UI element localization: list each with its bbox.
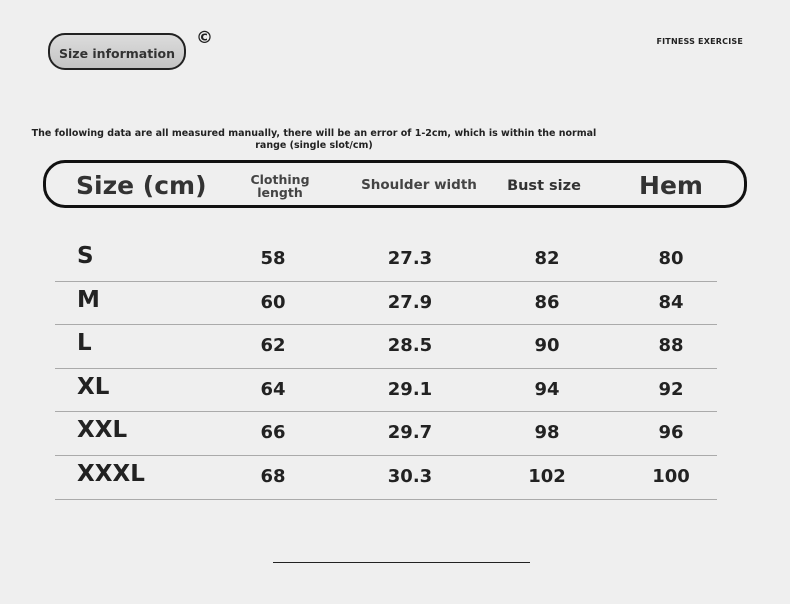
table-row xyxy=(55,282,717,326)
size-information-badge: Size information xyxy=(48,33,186,70)
table-row xyxy=(55,412,717,456)
size-table xyxy=(55,238,717,500)
hem-cell: 88 xyxy=(658,335,684,357)
column-header-bust-size: Bust size xyxy=(507,178,581,194)
size-cell: M xyxy=(77,286,100,313)
size-cell: L xyxy=(77,330,92,357)
bust-size-cell: 102 xyxy=(528,465,566,487)
column-header-shoulder-width: Shoulder width xyxy=(361,177,477,193)
bust-size-cell: 86 xyxy=(534,291,560,313)
hem-cell: 84 xyxy=(658,291,684,313)
hem-cell: 92 xyxy=(658,378,684,400)
bust-size-cell: 82 xyxy=(534,248,560,269)
table-header xyxy=(43,160,747,208)
shoulder-width-cell: 29.1 xyxy=(387,378,433,400)
table-row xyxy=(55,325,717,369)
table-row xyxy=(55,456,717,500)
column-header-clothing-length: Clothing length xyxy=(250,172,310,200)
clothing-length-cell: 60 xyxy=(260,291,286,313)
size-cell: XL xyxy=(77,373,110,400)
hem-cell: 80 xyxy=(658,248,684,269)
shoulder-width-cell: 30.3 xyxy=(387,465,433,487)
table-row xyxy=(55,369,717,413)
size-cell: XXL xyxy=(77,417,128,444)
bottom-divider xyxy=(273,562,530,563)
bust-size-cell: 94 xyxy=(534,378,560,400)
clothing-length-cell: 58 xyxy=(260,248,286,269)
copyright-icon: © xyxy=(196,28,213,48)
brand-label: FITNESS EXERCISE xyxy=(656,37,743,46)
bust-size-cell: 90 xyxy=(534,335,560,357)
clothing-length-cell: 66 xyxy=(260,422,286,444)
column-header-size: Size (cm) xyxy=(76,171,207,200)
shoulder-width-cell: 27.9 xyxy=(387,291,433,313)
clothing-length-cell: 64 xyxy=(260,378,286,400)
hem-cell: 100 xyxy=(652,465,690,487)
measurement-note: The following data are all measured manually, there will be an error of 1-2cm, which is within the normal range (single slot/cm) xyxy=(31,128,597,151)
column-header-hem: Hem xyxy=(639,171,703,200)
shoulder-width-cell: 28.5 xyxy=(387,335,433,357)
size-cell: XXXL xyxy=(77,460,145,487)
clothing-length-cell: 68 xyxy=(260,465,286,487)
table-row xyxy=(55,238,717,282)
size-cell: S xyxy=(77,243,94,269)
shoulder-width-cell: 29.7 xyxy=(387,422,433,444)
clothing-length-cell: 62 xyxy=(260,335,286,357)
hem-cell: 96 xyxy=(658,422,684,444)
bust-size-cell: 98 xyxy=(534,422,560,444)
shoulder-width-cell: 27.3 xyxy=(387,248,433,269)
